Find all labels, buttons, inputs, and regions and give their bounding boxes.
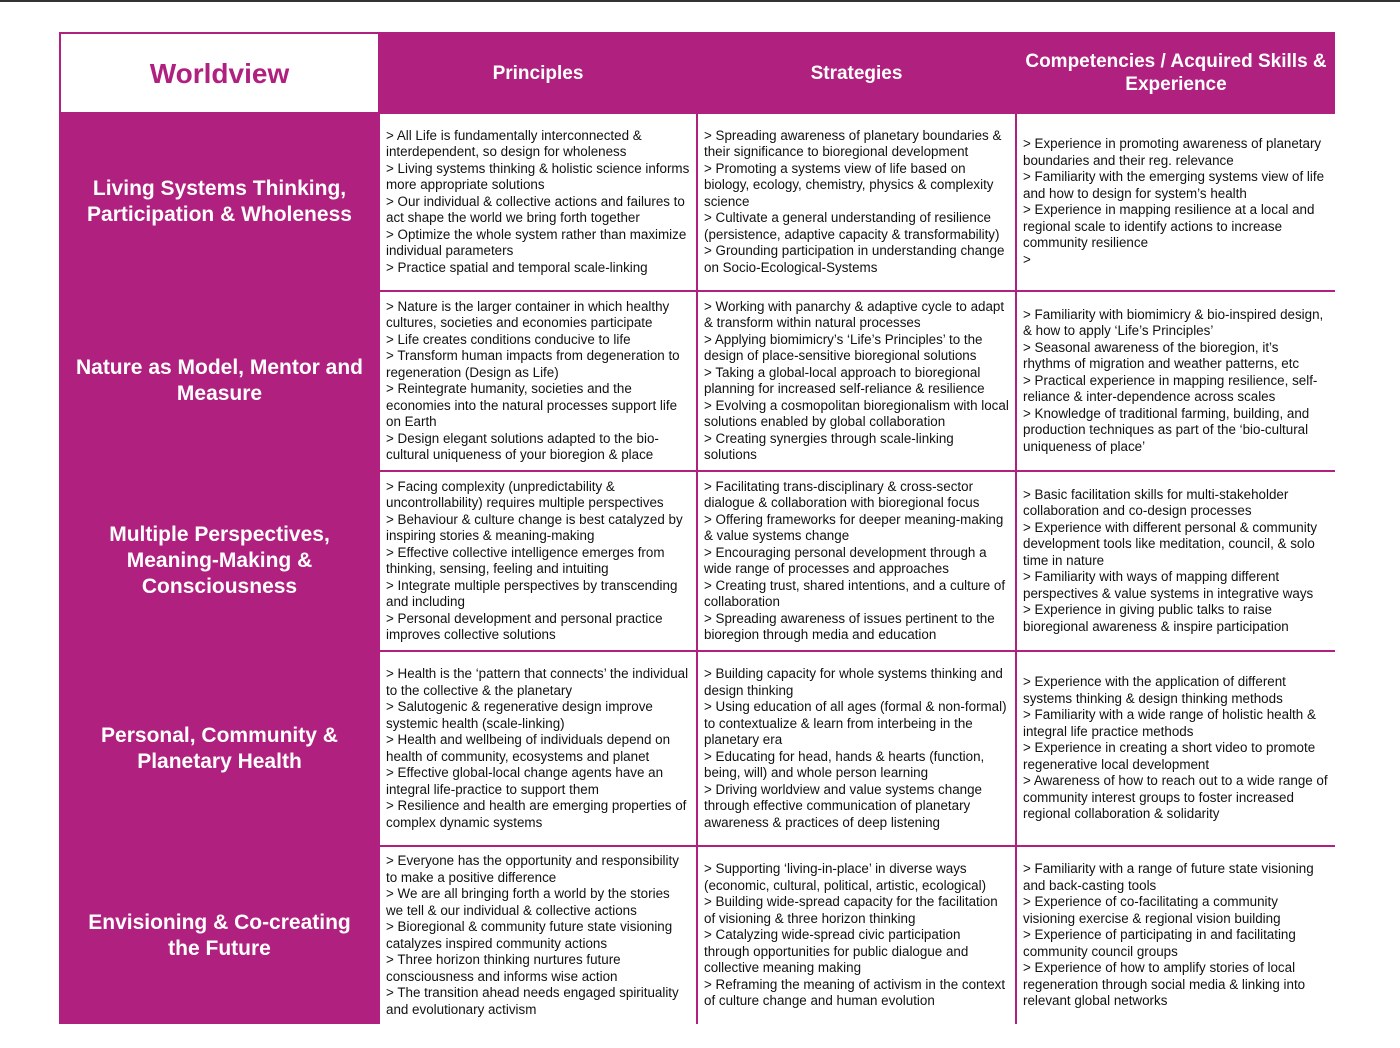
competencies-list [1023,307,1329,456]
header-principles: Principles [380,34,696,112]
list-item: > Experience in creating a short video to promote regenerative local development [1023,740,1329,773]
list-item: > Seasonal awareness of the bioregion, it’s rhythms of migration and weather patterns, etc [1023,340,1329,373]
worldview-row-heading: Multiple Perspectives, Meaning-Making & Consciousness [61,472,378,650]
principles-list [386,666,690,831]
list-item: > Evolving a cosmopolitan bioregionalism with local solutions enabled by global collaboration [704,398,1009,431]
principles-list [386,299,690,464]
list-item: > Nature is the larger container in which healthy cultures, societies and economies participate [386,299,690,332]
strategies-cell [698,847,1015,1024]
principles-cell [380,114,696,290]
list-item: > Experience of participating in and facilitating community council groups [1023,927,1329,960]
list-item: > Experience in promoting awareness of planetary boundaries and their reg. relevance [1023,136,1329,169]
list-item: > Reframing the meaning of activism in the context of culture change and human evolution [704,977,1009,1010]
list-item: > Experience in giving public talks to raise bioregional awareness & inspire participation [1023,602,1329,635]
list-item: > Promoting a systems view of life based on biology, ecology, chemistry, physics & complexity science [704,161,1009,211]
list-item: > Familiarity with the emerging systems view of life and how to design for system’s health [1023,169,1329,202]
principles-cell [380,652,696,845]
list-item: > Three horizon thinking nurtures future consciousness and informs wise action [386,952,690,985]
list-item: > Practical experience in mapping resilience, self-reliance & inter-dependence across scales [1023,373,1329,406]
list-item: > Knowledge of traditional farming, building, and production techniques as part of the ‘bio-cultural uniqueness of place’ [1023,406,1329,456]
principles-cell [380,292,696,470]
strategies-list [704,128,1009,277]
principles-cell [380,472,696,650]
worldview-row-heading: Nature as Model, Mentor and Measure [61,292,378,470]
list-item: > We are all bringing forth a world by the stories we tell & our individual & collective actions [386,886,690,919]
list-item: > Bioregional & community future state visioning catalyzes inspired community actions [386,919,690,952]
worldview-table [59,32,1335,1024]
list-item: > Encouraging personal development through a wide range of processes and approaches [704,545,1009,578]
list-item: > Educating for head, hands & hearts (function, being, will) and whole person learning [704,749,1009,782]
list-item: > Behaviour & culture change is best catalyzed by inspiring stories & meaning-making [386,512,690,545]
header-worldview: Worldview [61,34,378,112]
worldview-row-heading: Living Systems Thinking, Participation & Wholeness [61,114,378,290]
list-item: > Using education of all ages (formal & non-formal) to contextualize & learn from interbeing in the planetary era [704,699,1009,749]
list-item: > Experience of how to amplify stories of local regeneration through social media & linking into relevant global networks [1023,960,1329,1010]
principles-list [386,128,690,277]
competencies-cell [1017,847,1335,1024]
list-item: > Resilience and health are emerging properties of complex dynamic systems [386,798,690,831]
header-strategies: Strategies [698,34,1015,112]
list-item: > Experience in mapping resilience at a local and regional scale to identify actions to increase community resilience [1023,202,1329,252]
list-item: > Effective collective intelligence emerges from thinking, sensing, feeling and intuiting [386,545,690,578]
worldview-row-heading: Personal, Community & Planetary Health [61,652,378,845]
list-item: > Effective global-local change agents have an integral life-practice to support them [386,765,690,798]
header-competencies: Competencies / Acquired Skills & Experience [1017,34,1335,112]
list-item: > Everyone has the opportunity and responsibility to make a positive difference [386,853,690,886]
list-item: > Experience with different personal & community development tools like meditation, council, & solo time in nature [1023,520,1329,570]
top-border-line [0,0,1400,2]
strategies-list [704,479,1009,644]
worldview-row-heading: Envisioning & Co-creating the Future [61,847,378,1024]
list-item: > Driving worldview and value systems change through effective communication of planetary awareness & practices of deep listening [704,782,1009,832]
list-item: > Optimize the whole system rather than maximize individual parameters [386,227,690,260]
principles-list [386,479,690,644]
competencies-cell [1017,472,1335,650]
list-item: > Taking a global-local approach to bioregional planning for increased self-reliance & resilience [704,365,1009,398]
list-item: > Building wide-spread capacity for the facilitation of visioning & three horizon thinking [704,894,1009,927]
competencies-cell [1017,292,1335,470]
list-item: > Building capacity for whole systems thinking and design thinking [704,666,1009,699]
list-item: > All Life is fundamentally interconnected & interdependent, so design for wholeness [386,128,690,161]
list-item: > Reintegrate humanity, societies and the economies into the natural processes support life on Earth [386,381,690,431]
list-item: > Design elegant solutions adapted to the bio-cultural uniqueness of your bioregion & place [386,431,690,464]
list-item: > Creating trust, shared intentions, and a culture of collaboration [704,578,1009,611]
competencies-cell [1017,652,1335,845]
strategies-cell [698,114,1015,290]
competencies-list [1023,487,1329,636]
competencies-list [1023,136,1329,268]
list-item: > Familiarity with a range of future state visioning and back-casting tools [1023,861,1329,894]
list-item: > Facing complexity (unpredictability & uncontrollability) requires multiple perspectives [386,479,690,512]
list-item: > Health is the ‘pattern that connects’ the individual to the collective & the planetary [386,666,690,699]
list-item: > Creating synergies through scale-linking solutions [704,431,1009,464]
principles-list [386,853,690,1018]
list-item: > Facilitating trans-disciplinary & cross-sector dialogue & collaboration with bioregional focus [704,479,1009,512]
strategies-list [704,666,1009,831]
principles-cell [380,847,696,1024]
list-item: > Experience of co-facilitating a community visioning exercise & regional vision building [1023,894,1329,927]
list-item: > Cultivate a general understanding of resilience (persistence, adaptive capacity & transformability) [704,210,1009,243]
list-item: > Spreading awareness of planetary boundaries & their significance to bioregional development [704,128,1009,161]
strategies-cell [698,652,1015,845]
list-item [1023,252,1329,269]
list-item: > Practice spatial and temporal scale-linking [386,260,690,277]
list-item: > Catalyzing wide-spread civic participation through opportunities for public dialogue and collective meaning making [704,927,1009,977]
strategies-cell [698,292,1015,470]
list-item: > Working with panarchy & adaptive cycle to adapt & transform within natural processes [704,299,1009,332]
strategies-cell [698,472,1015,650]
list-item: > Life creates conditions conducive to life [386,332,690,349]
competencies-list [1023,861,1329,1010]
competencies-cell [1017,114,1335,290]
list-item: > Integrate multiple perspectives by transcending and including [386,578,690,611]
list-item: > Our individual & collective actions and failures to act shape the world we bring forth together [386,194,690,227]
list-item: > Offering frameworks for deeper meaning-making & value systems change [704,512,1009,545]
list-item: > Basic facilitation skills for multi-stakeholder collaboration and co-design processes [1023,487,1329,520]
competencies-list [1023,674,1329,823]
list-item: > Personal development and personal practice improves collective solutions [386,611,690,644]
list-item: > Familiarity with ways of mapping different perspectives & value systems in integrative ways [1023,569,1329,602]
list-item: > Living systems thinking & holistic science informs more appropriate solutions [386,161,690,194]
list-item: > Awareness of how to reach out to a wide range of community interest groups to foster increased regional collaboration & solidarity [1023,773,1329,823]
strategies-list [704,299,1009,464]
list-item: > Grounding participation in understanding change on Socio-Ecological-Systems [704,243,1009,276]
list-item: > Transform human impacts from degeneration to regeneration (Design as Life) [386,348,690,381]
list-item: > Familiarity with a wide range of holistic health & integral life practice methods [1023,707,1329,740]
list-item: > Applying biomimicry’s ‘Life’s Principles’ to the design of place-sensitive bioregional solutions [704,332,1009,365]
list-item: > Familiarity with biomimicry & bio-inspired design, & how to apply ‘Life’s Principles’ [1023,307,1329,340]
list-item: > The transition ahead needs engaged spirituality and evolutionary activism [386,985,690,1018]
list-item: > Spreading awareness of issues pertinent to the bioregion through media and education [704,611,1009,644]
list-item: > Health and wellbeing of individuals depend on health of community, ecosystems and planet [386,732,690,765]
list-item: > Supporting ‘living-in-place’ in diverse ways (economic, cultural, political, artistic, ecological) [704,861,1009,894]
list-item: > Experience with the application of different systems thinking & design thinking methods [1023,674,1329,707]
list-item: > Salutogenic & regenerative design improve systemic health (scale-linking) [386,699,690,732]
strategies-list [704,861,1009,1010]
